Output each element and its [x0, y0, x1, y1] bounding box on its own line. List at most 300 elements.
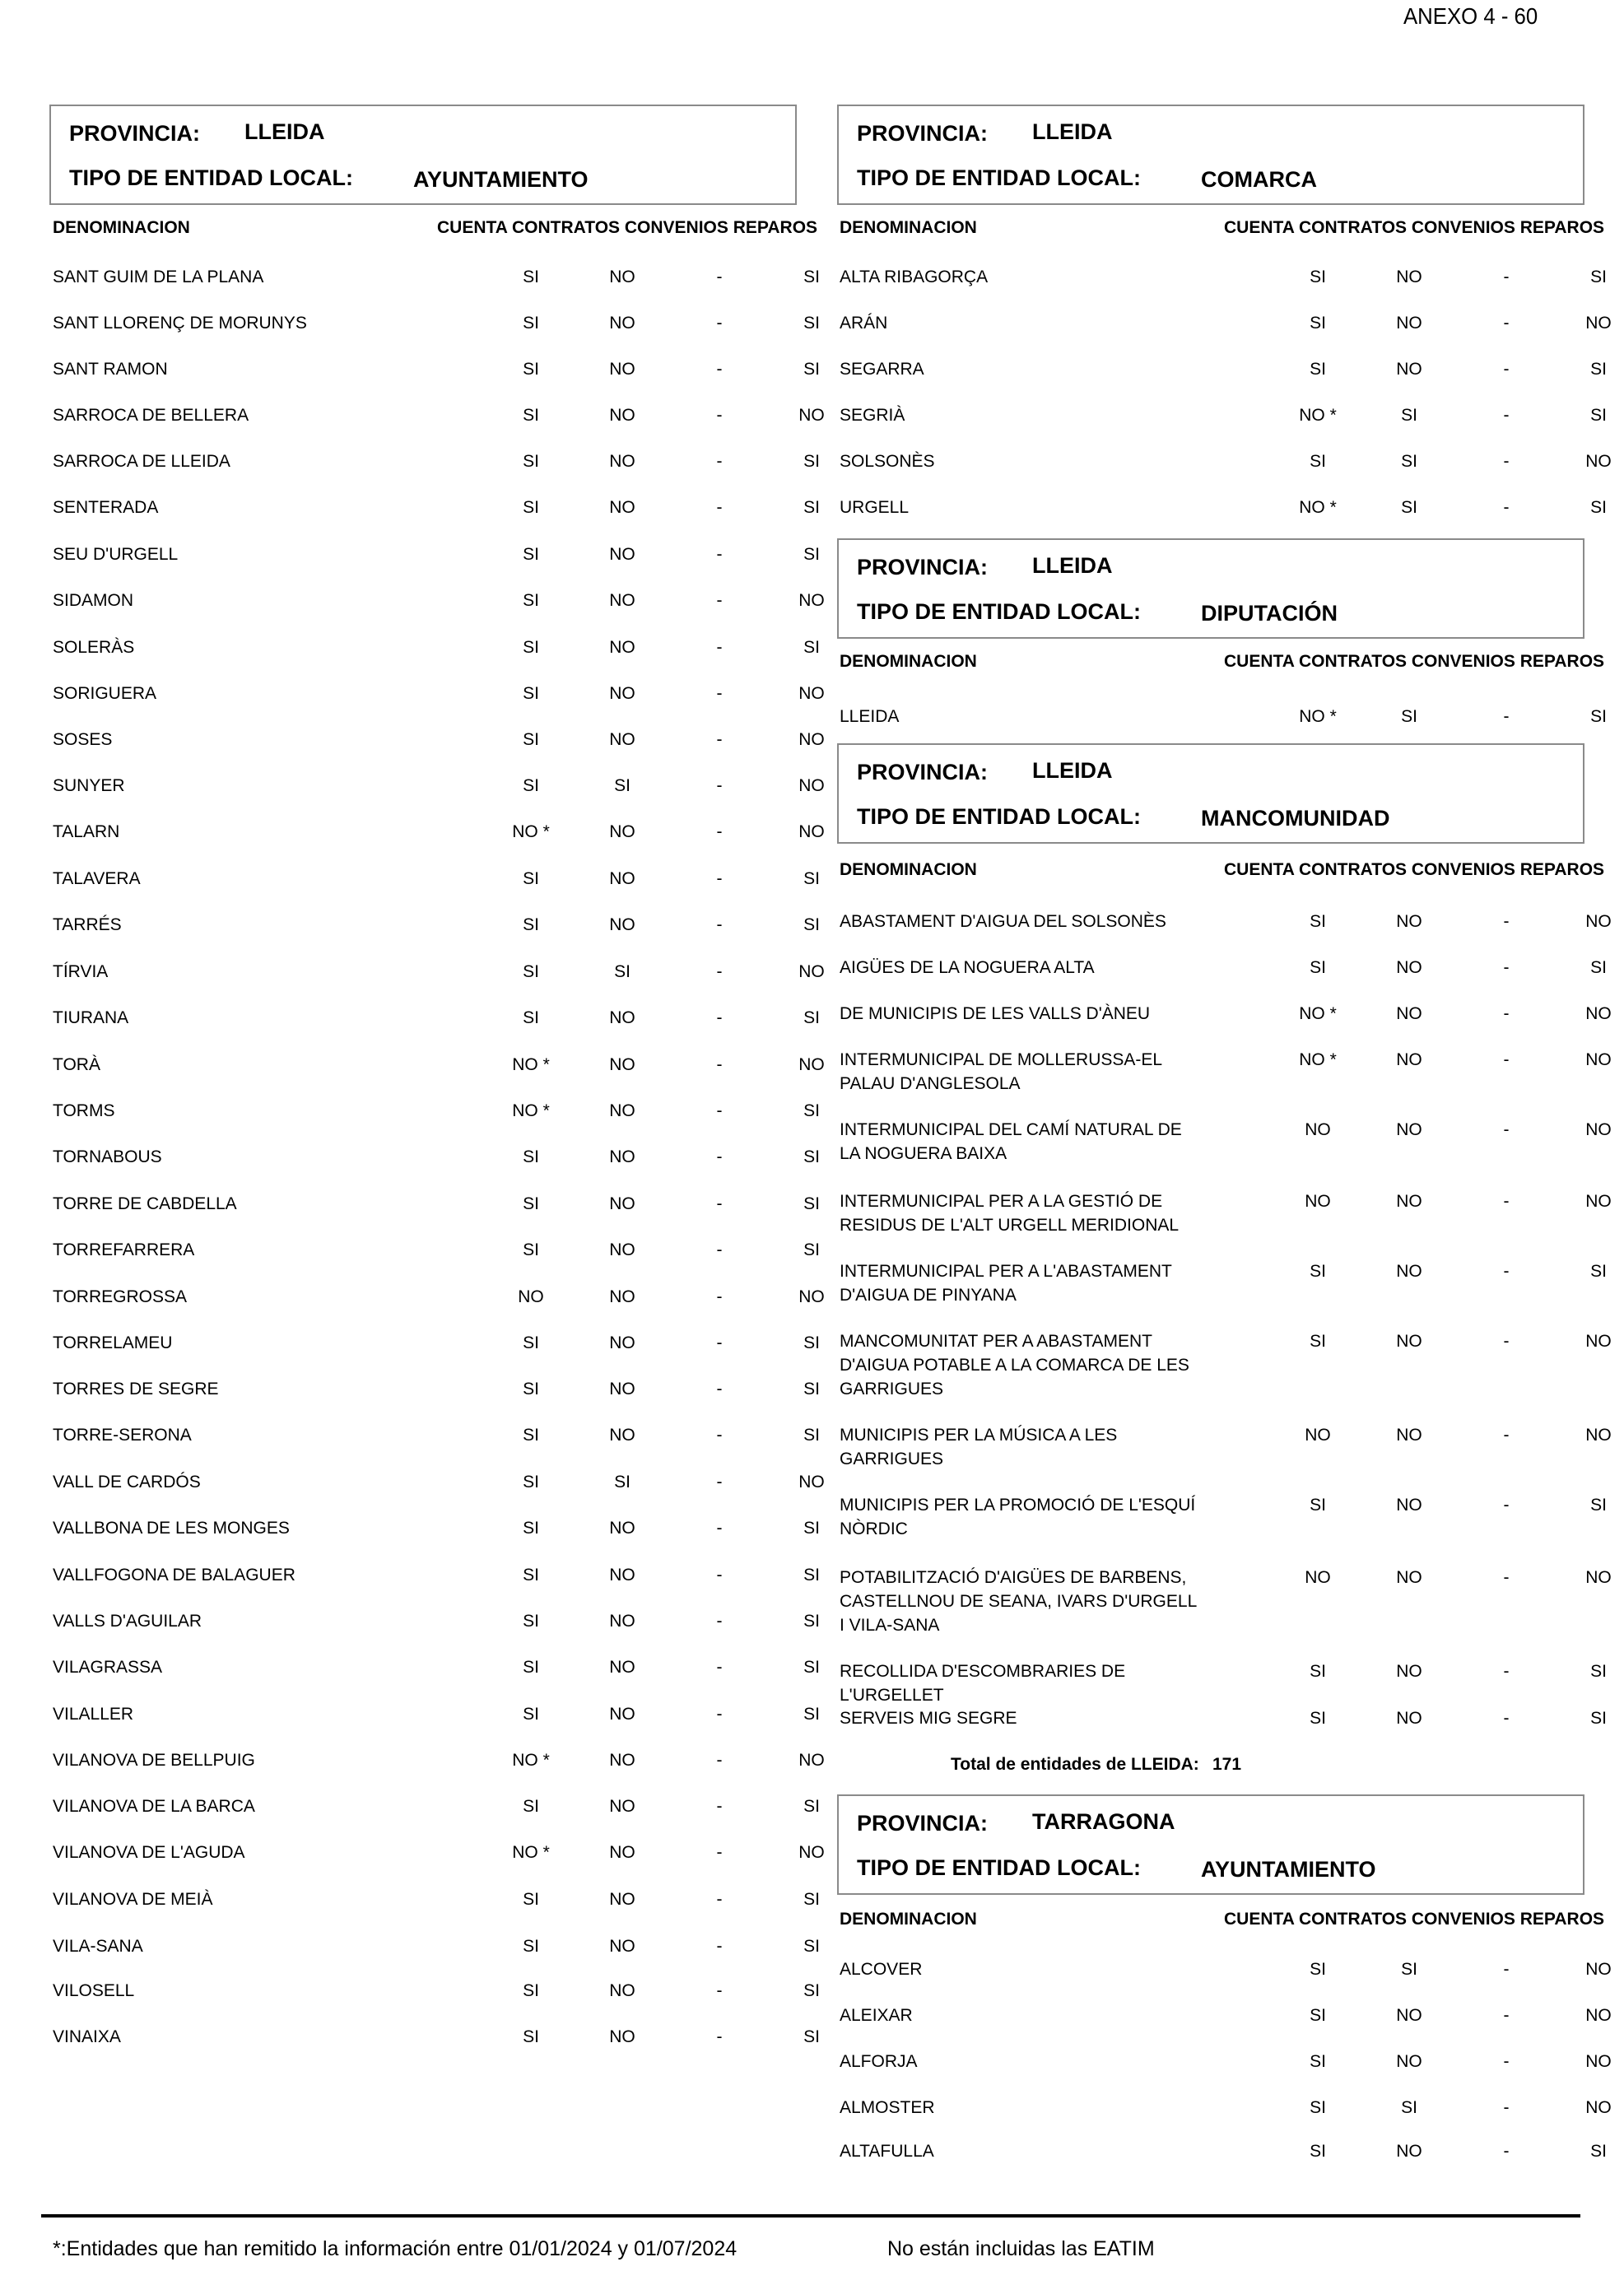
- entity-name: SERVEIS MIG SEGRE: [840, 1709, 1017, 1728]
- cuenta-cell: SI: [523, 776, 539, 795]
- reparos-cell: SI: [803, 1890, 820, 1909]
- entity-name: SOLSONÈS: [840, 452, 935, 471]
- entity-name: VINAIXA: [53, 2027, 121, 2046]
- entity-name: SEU D'URGELL: [53, 545, 179, 564]
- reparos-cell: SI: [803, 1101, 820, 1120]
- provincia-value: LLEIDA: [1032, 553, 1113, 578]
- denominacion-header: DENOMINACION: [840, 1910, 977, 1929]
- cuenta-cell: SI: [523, 1658, 539, 1677]
- contratos-cell: NO: [609, 1797, 635, 1816]
- cuenta-cell: SI: [1310, 2006, 1326, 2025]
- reparos-cell: SI: [803, 2027, 820, 2046]
- contratos-cell: NO: [1396, 268, 1422, 286]
- entity-name: TALAVERA: [53, 869, 141, 888]
- cuenta-cell: SI: [523, 1333, 539, 1352]
- cuenta-cell: SI: [523, 1008, 539, 1027]
- entity-name: VILAGRASSA: [53, 1658, 163, 1677]
- cuenta-cell: NO *: [512, 1101, 550, 1120]
- convenios-cell: -: [716, 915, 723, 934]
- reparos-cell: SI: [803, 1008, 820, 1027]
- entity-name: DE MUNICIPIS DE LES VALLS D'ÀNEU: [840, 1004, 1151, 1023]
- contratos-cell: SI: [1401, 452, 1417, 471]
- contratos-cell: NO: [609, 1519, 635, 1538]
- tipo-value: AYUNTAMIENTO: [1201, 1857, 1376, 1882]
- reparos-cell: SI: [803, 1566, 820, 1585]
- reparos-cell: NO: [1585, 2006, 1612, 2025]
- entity-name: SOLERÀS: [53, 638, 135, 657]
- entity-name: TORRES DE SEGRE: [53, 1380, 219, 1398]
- contratos-cell: NO: [609, 360, 635, 379]
- columns-header: CUENTA CONTRATOS CONVENIOS REPAROS: [1224, 652, 1605, 671]
- convenios-cell: -: [716, 1981, 723, 2000]
- reparos-cell: NO: [1585, 912, 1612, 931]
- contratos-cell: NO: [1396, 1662, 1422, 1681]
- entity-name: ALEIXAR: [840, 2006, 913, 2025]
- entity-name: VILANOVA DE MEIÀ: [53, 1890, 213, 1909]
- section-header-box: [837, 1794, 1584, 1895]
- entity-name: TORMS: [53, 1101, 115, 1120]
- contratos-cell: NO: [609, 869, 635, 888]
- contratos-cell: NO: [1396, 2006, 1422, 2025]
- contratos-cell: NO: [1396, 912, 1422, 931]
- entity-name: SARROCA DE BELLERA: [53, 406, 249, 425]
- entity-name: MUNICIPIS PER LA PROMOCIÓ DE L'ESQUÍ NÒRDIC: [840, 1496, 1196, 1538]
- entity-name: SORIGUERA: [53, 684, 157, 703]
- convenios-cell: -: [716, 822, 723, 841]
- cuenta-cell: SI: [523, 684, 539, 703]
- cuenta-cell: SI: [523, 1566, 539, 1585]
- entity-name: INTERMUNICIPAL PER A L'ABASTAMENT D'AIGUA DE PINYANA: [840, 1262, 1172, 1305]
- entity-name: ALCOVER: [840, 1960, 923, 1979]
- contratos-cell: NO: [609, 684, 635, 703]
- cuenta-cell: NO *: [1299, 406, 1337, 425]
- tipo-value: DIPUTACIÓN: [1201, 601, 1338, 626]
- contratos-cell: SI: [1401, 707, 1417, 726]
- contratos-cell: NO: [1396, 1192, 1422, 1211]
- entity-name: POTABILITZACIÓ D'AIGÜES DE BARBENS, CASTELLNOU DE SEANA, IVARS D'URGELL I VILA-SANA: [840, 1568, 1197, 1635]
- contratos-cell: NO: [609, 1008, 635, 1027]
- cuenta-cell: SI: [523, 545, 539, 564]
- reparos-cell: SI: [803, 915, 820, 934]
- cuenta-cell: SI: [1310, 1496, 1326, 1515]
- entity-name: TORÀ: [53, 1055, 100, 1074]
- cuenta-cell: SI: [523, 1380, 539, 1398]
- entity-name: ALMOSTER: [840, 2098, 935, 2117]
- denominacion-header: DENOMINACION: [840, 860, 977, 879]
- contratos-cell: NO: [609, 1380, 635, 1398]
- entity-name: URGELL: [840, 498, 910, 517]
- cuenta-cell: NO *: [512, 1055, 550, 1074]
- reparos-cell: NO: [1585, 1192, 1612, 1211]
- reparos-cell: SI: [803, 314, 820, 333]
- convenios-cell: -: [716, 1194, 723, 1213]
- tipo-label: TIPO DE ENTIDAD LOCAL:: [857, 599, 1141, 624]
- contratos-cell: NO: [1396, 1332, 1422, 1351]
- footer-note-eatim: No están incluidas las EATIM: [887, 2237, 1155, 2260]
- convenios-cell: -: [716, 268, 723, 286]
- convenios-cell: -: [1503, 1332, 1510, 1351]
- cuenta-cell: SI: [523, 360, 539, 379]
- provincia-label: PROVINCIA:: [857, 121, 989, 146]
- contratos-cell: NO: [609, 314, 635, 333]
- contratos-cell: NO: [609, 1937, 635, 1956]
- cuenta-cell: NO *: [512, 1843, 550, 1862]
- contratos-cell: NO: [609, 545, 635, 564]
- cuenta-cell: SI: [523, 591, 539, 610]
- contratos-cell: NO: [609, 452, 635, 471]
- entity-name: SANT LLORENÇ DE MORUNYS: [53, 314, 307, 333]
- convenios-cell: -: [1503, 958, 1510, 977]
- cuenta-cell: SI: [1310, 360, 1326, 379]
- cuenta-cell: SI: [523, 498, 539, 517]
- reparos-cell: SI: [803, 1658, 820, 1677]
- reparos-cell: SI: [803, 638, 820, 657]
- cuenta-cell: NO *: [1299, 1050, 1337, 1069]
- convenios-cell: -: [1503, 2052, 1510, 2071]
- reparos-cell: NO: [1585, 1004, 1612, 1023]
- tipo-label: TIPO DE ENTIDAD LOCAL:: [857, 804, 1141, 829]
- entity-name: AIGÜES DE LA NOGUERA ALTA: [840, 958, 1095, 977]
- provincia-value: LLEIDA: [1032, 119, 1113, 144]
- tipo-label: TIPO DE ENTIDAD LOCAL:: [857, 165, 1141, 190]
- entity-name: TÍRVIA: [53, 962, 109, 981]
- convenios-cell: -: [1503, 1004, 1510, 1023]
- convenios-cell: -: [716, 1566, 723, 1585]
- page-number: ANEXO 4 - 60: [1403, 3, 1538, 29]
- convenios-cell: -: [716, 1055, 723, 1074]
- cuenta-cell: NO: [1305, 1568, 1331, 1587]
- entity-name: TIURANA: [53, 1008, 129, 1027]
- entity-name: SEGRIÀ: [840, 406, 905, 425]
- reparos-cell: NO: [1585, 2098, 1612, 2117]
- convenios-cell: -: [1503, 1662, 1510, 1681]
- convenios-cell: -: [716, 1426, 723, 1445]
- entity-name: SARROCA DE LLEIDA: [53, 452, 230, 471]
- cuenta-cell: SI: [1310, 268, 1326, 286]
- entity-name: VALLBONA DE LES MONGES: [53, 1519, 290, 1538]
- contratos-cell: NO: [1396, 2052, 1422, 2071]
- convenios-cell: -: [1503, 1262, 1510, 1281]
- entity-name: ARÁN: [840, 314, 888, 333]
- convenios-cell: -: [1503, 452, 1510, 471]
- convenios-cell: -: [1503, 1050, 1510, 1069]
- reparos-cell: NO: [1585, 2052, 1612, 2071]
- reparos-cell: NO: [798, 591, 825, 610]
- total-label: Total de entidades de LLEIDA:: [951, 1755, 1199, 1774]
- entity-name: TORREGROSSA: [53, 1287, 187, 1306]
- convenios-cell: -: [716, 498, 723, 517]
- reparos-cell: SI: [803, 498, 820, 517]
- cuenta-cell: SI: [523, 1194, 539, 1213]
- cuenta-cell: SI: [523, 1240, 539, 1259]
- contratos-cell: NO: [609, 1566, 635, 1585]
- cuenta-cell: NO *: [1299, 707, 1337, 726]
- entity-name: INTERMUNICIPAL DE MOLLERUSSA-EL PALAU D'ANGLESOLA: [840, 1050, 1162, 1093]
- cuenta-cell: SI: [523, 1519, 539, 1538]
- entity-name: VALLS D'AGUILAR: [53, 1612, 202, 1631]
- contratos-cell: NO: [609, 1981, 635, 2000]
- section-header-box: [837, 743, 1584, 844]
- provincia-label: PROVINCIA:: [857, 555, 989, 579]
- convenios-cell: -: [716, 1008, 723, 1027]
- convenios-cell: -: [1503, 1426, 1510, 1445]
- provincia-value: LLEIDA: [244, 119, 325, 144]
- convenios-cell: -: [1503, 912, 1510, 931]
- contratos-cell: NO: [1396, 2142, 1422, 2161]
- cuenta-cell: SI: [1310, 452, 1326, 471]
- cuenta-cell: SI: [1310, 912, 1326, 931]
- reparos-cell: NO: [798, 1751, 825, 1770]
- convenios-cell: -: [716, 591, 723, 610]
- convenios-cell: -: [716, 1287, 723, 1306]
- cuenta-cell: SI: [523, 1797, 539, 1816]
- reparos-cell: NO: [1585, 1426, 1612, 1445]
- contratos-cell: NO: [1396, 1426, 1422, 1445]
- reparos-cell: NO: [798, 730, 825, 749]
- reparos-cell: NO: [798, 684, 825, 703]
- entity-name: ALTA RIBAGORÇA: [840, 268, 989, 286]
- cuenta-cell: SI: [1310, 2098, 1326, 2117]
- denominacion-header: DENOMINACION: [840, 652, 977, 671]
- convenios-cell: -: [716, 1519, 723, 1538]
- entity-name: ALTAFULLA: [840, 2142, 934, 2161]
- cuenta-cell: SI: [523, 406, 539, 425]
- entity-name: MANCOMUNITAT PER A ABASTAMENT D'AIGUA POTABLE A LA COMARCA DE LES GARRIGUES: [840, 1332, 1189, 1398]
- cuenta-cell: SI: [523, 915, 539, 934]
- reparos-cell: SI: [1590, 498, 1607, 517]
- reparos-cell: SI: [1590, 1496, 1607, 1515]
- reparos-cell: SI: [1590, 2142, 1607, 2161]
- entity-name: VALLFOGONA DE BALAGUER: [53, 1566, 295, 1585]
- cuenta-cell: NO: [1305, 1120, 1331, 1139]
- reparos-cell: SI: [1590, 707, 1607, 726]
- entity-name: TORRELAMEU: [53, 1333, 173, 1352]
- convenios-cell: -: [716, 1658, 723, 1677]
- footer-rule: [41, 2214, 1580, 2218]
- entity-name: ABASTAMENT D'AIGUA DEL SOLSONÈS: [840, 912, 1166, 931]
- section-header-box: [49, 105, 797, 205]
- convenios-cell: -: [716, 314, 723, 333]
- contratos-cell: NO: [1396, 1262, 1422, 1281]
- convenios-cell: -: [716, 452, 723, 471]
- convenios-cell: -: [716, 1890, 723, 1909]
- entity-name: TORNABOUS: [53, 1147, 162, 1166]
- entity-name: SANT RAMON: [53, 360, 168, 379]
- contratos-cell: NO: [609, 822, 635, 841]
- convenios-cell: -: [1503, 360, 1510, 379]
- convenios-cell: -: [1503, 268, 1510, 286]
- reparos-cell: SI: [803, 1147, 820, 1166]
- entity-name: MUNICIPIS PER LA MÚSICA A LES GARRIGUES: [840, 1426, 1118, 1468]
- convenios-cell: -: [1503, 314, 1510, 333]
- contratos-cell: NO: [609, 2027, 635, 2046]
- contratos-cell: NO: [609, 1658, 635, 1677]
- convenios-cell: -: [1503, 707, 1510, 726]
- convenios-cell: -: [1503, 1192, 1510, 1211]
- reparos-cell: SI: [803, 1981, 820, 2000]
- reparos-cell: SI: [1590, 958, 1607, 977]
- contratos-cell: NO: [609, 268, 635, 286]
- entity-name: VILANOVA DE LA BARCA: [53, 1797, 255, 1816]
- cuenta-cell: SI: [523, 314, 539, 333]
- convenios-cell: -: [716, 2027, 723, 2046]
- convenios-cell: -: [716, 1937, 723, 1956]
- contratos-cell: NO: [1396, 314, 1422, 333]
- contratos-cell: NO: [1396, 958, 1422, 977]
- contratos-cell: SI: [614, 962, 631, 981]
- contratos-cell: NO: [1396, 1004, 1422, 1023]
- contratos-cell: NO: [609, 591, 635, 610]
- contratos-cell: SI: [1401, 498, 1417, 517]
- cuenta-cell: SI: [1310, 958, 1326, 977]
- contratos-cell: SI: [1401, 406, 1417, 425]
- entity-name: SIDAMON: [53, 591, 134, 610]
- cuenta-cell: NO *: [1299, 1004, 1337, 1023]
- reparos-cell: NO: [1585, 1960, 1612, 1979]
- contratos-cell: NO: [609, 1612, 635, 1631]
- denominacion-header: DENOMINACION: [53, 218, 190, 237]
- tipo-value: AYUNTAMIENTO: [413, 167, 589, 192]
- convenios-cell: -: [716, 1612, 723, 1631]
- cuenta-cell: SI: [523, 1147, 539, 1166]
- cuenta-cell: SI: [1310, 1709, 1326, 1728]
- tipo-label: TIPO DE ENTIDAD LOCAL:: [69, 165, 353, 190]
- entity-name: TORREFARRERA: [53, 1240, 195, 1259]
- entity-name: TALARN: [53, 822, 120, 841]
- convenios-cell: -: [716, 1473, 723, 1492]
- contratos-cell: SI: [614, 776, 631, 795]
- reparos-cell: SI: [803, 1194, 820, 1213]
- denominacion-header: DENOMINACION: [840, 218, 977, 237]
- cuenta-cell: SI: [1310, 1262, 1326, 1281]
- cuenta-cell: NO: [1305, 1426, 1331, 1445]
- entity-name: SANT GUIM DE LA PLANA: [53, 268, 264, 286]
- contratos-cell: NO: [1396, 1120, 1422, 1139]
- reparos-cell: SI: [803, 1240, 820, 1259]
- cuenta-cell: SI: [1310, 1662, 1326, 1681]
- reparos-cell: SI: [803, 1333, 820, 1352]
- reparos-cell: SI: [1590, 1262, 1607, 1281]
- convenios-cell: -: [1503, 1120, 1510, 1139]
- entity-name: ALFORJA: [840, 2052, 918, 2071]
- convenios-cell: -: [716, 684, 723, 703]
- reparos-cell: NO: [798, 406, 825, 425]
- cuenta-cell: NO *: [512, 1751, 550, 1770]
- entity-name: RECOLLIDA D'ESCOMBRARIES DE L'URGELLET: [840, 1662, 1126, 1705]
- section-header-box: [837, 105, 1584, 205]
- reparos-cell: SI: [803, 1519, 820, 1538]
- contratos-cell: NO: [609, 1055, 635, 1074]
- contratos-cell: NO: [609, 1333, 635, 1352]
- entity-name: INTERMUNICIPAL PER A LA GESTIÓ DE RESIDUS DE L'ALT URGELL MERIDIONAL: [840, 1192, 1180, 1235]
- reparos-cell: NO: [798, 1287, 825, 1306]
- convenios-cell: -: [716, 730, 723, 749]
- convenios-cell: -: [716, 962, 723, 981]
- cuenta-cell: SI: [523, 452, 539, 471]
- convenios-cell: -: [1503, 1496, 1510, 1515]
- cuenta-cell: SI: [523, 869, 539, 888]
- columns-header: CUENTA CONTRATOS CONVENIOS REPAROS: [1224, 1910, 1605, 1929]
- tipo-label: TIPO DE ENTIDAD LOCAL:: [857, 1855, 1141, 1880]
- reparos-cell: SI: [803, 1705, 820, 1724]
- contratos-cell: NO: [609, 915, 635, 934]
- convenios-cell: -: [716, 869, 723, 888]
- reparos-cell: NO: [1585, 452, 1612, 471]
- contratos-cell: NO: [609, 1147, 635, 1166]
- entity-name: TARRÉS: [53, 915, 122, 934]
- contratos-cell: NO: [1396, 1568, 1422, 1587]
- columns-header: CUENTA CONTRATOS CONVENIOS REPAROS: [1224, 860, 1605, 879]
- reparos-cell: SI: [1590, 360, 1607, 379]
- contratos-cell: NO: [609, 730, 635, 749]
- cuenta-cell: SI: [523, 1612, 539, 1631]
- section-header-box: [837, 538, 1584, 639]
- contratos-cell: NO: [609, 1705, 635, 1724]
- convenios-cell: -: [716, 1240, 723, 1259]
- convenios-cell: -: [716, 1843, 723, 1862]
- convenios-cell: -: [716, 1333, 723, 1352]
- cuenta-cell: SI: [523, 1890, 539, 1909]
- entity-name: SOSES: [53, 730, 113, 749]
- cuenta-cell: SI: [523, 1705, 539, 1724]
- total-value: 171: [1212, 1755, 1242, 1774]
- cuenta-cell: NO: [518, 1287, 544, 1306]
- provincia-label: PROVINCIA:: [69, 121, 201, 146]
- convenios-cell: -: [716, 638, 723, 657]
- entity-name: SENTERADA: [53, 498, 159, 517]
- convenios-cell: -: [1503, 498, 1510, 517]
- reparos-cell: NO: [798, 962, 825, 981]
- entity-name: VILANOVA DE BELLPUIG: [53, 1751, 255, 1770]
- convenios-cell: -: [1503, 2098, 1510, 2117]
- cuenta-cell: SI: [523, 1981, 539, 2000]
- entity-name: SUNYER: [53, 776, 125, 795]
- reparos-cell: SI: [803, 268, 820, 286]
- tipo-value: COMARCA: [1201, 167, 1317, 192]
- reparos-cell: NO: [1585, 1120, 1612, 1139]
- reparos-cell: SI: [803, 1426, 820, 1445]
- convenios-cell: -: [1503, 2006, 1510, 2025]
- convenios-cell: -: [716, 545, 723, 564]
- contratos-cell: NO: [1396, 360, 1422, 379]
- contratos-cell: NO: [609, 1426, 635, 1445]
- cuenta-cell: SI: [523, 1473, 539, 1492]
- cuenta-cell: NO *: [512, 822, 550, 841]
- contratos-cell: NO: [609, 1101, 635, 1120]
- cuenta-cell: SI: [523, 1426, 539, 1445]
- convenios-cell: -: [716, 1101, 723, 1120]
- reparos-cell: SI: [803, 545, 820, 564]
- contratos-cell: SI: [1401, 1960, 1417, 1979]
- reparos-cell: SI: [803, 1797, 820, 1816]
- entity-name: LLEIDA: [840, 707, 900, 726]
- cuenta-cell: SI: [523, 962, 539, 981]
- entity-name: VILA-SANA: [53, 1937, 143, 1956]
- reparos-cell: NO: [798, 776, 825, 795]
- cuenta-cell: SI: [1310, 2052, 1326, 2071]
- reparos-cell: SI: [1590, 268, 1607, 286]
- entity-name: VILANOVA DE L'AGUDA: [53, 1843, 245, 1862]
- convenios-cell: -: [1503, 1709, 1510, 1728]
- tipo-value: MANCOMUNIDAD: [1201, 806, 1390, 831]
- reparos-cell: SI: [803, 869, 820, 888]
- contratos-cell: SI: [1401, 2098, 1417, 2117]
- convenios-cell: -: [1503, 406, 1510, 425]
- cuenta-cell: SI: [1310, 2142, 1326, 2161]
- cuenta-cell: NO: [1305, 1192, 1331, 1211]
- contratos-cell: NO: [609, 1890, 635, 1909]
- provincia-value: LLEIDA: [1032, 758, 1113, 783]
